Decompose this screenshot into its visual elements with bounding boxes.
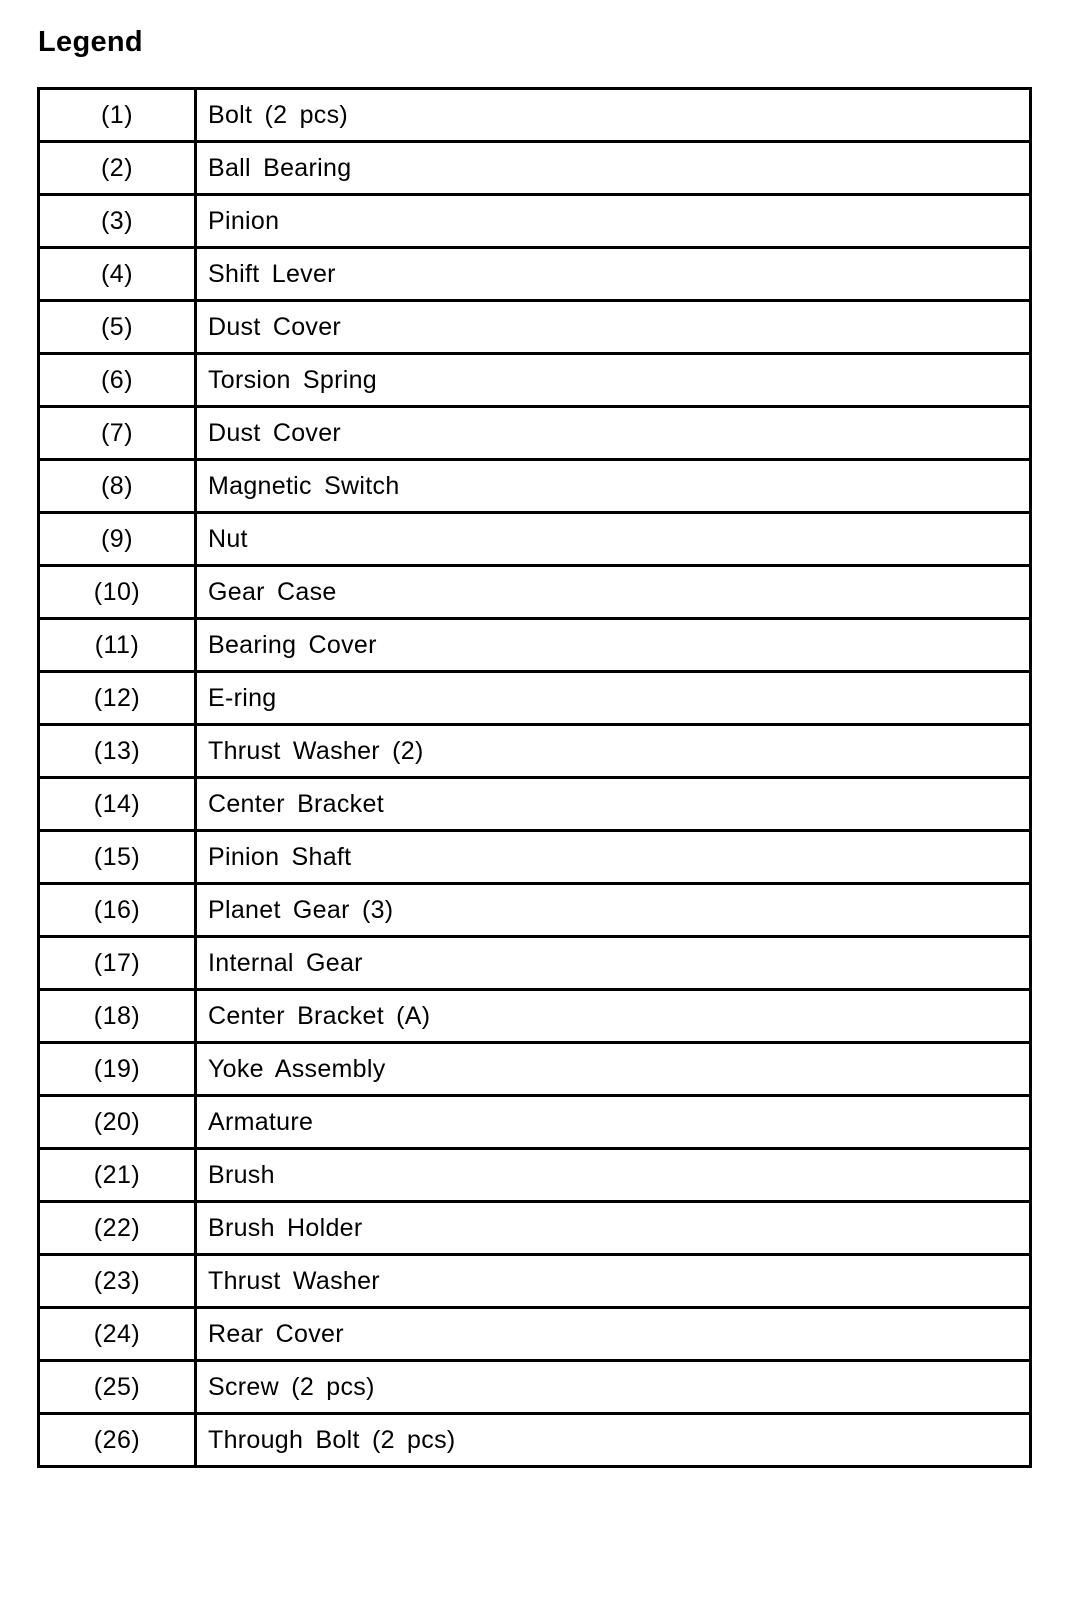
table-row	[39, 1043, 1031, 1096]
item-label: Pinion Shaft	[196, 831, 1031, 884]
table-row	[39, 407, 1031, 460]
item-label: Brush Holder	[196, 1202, 1031, 1255]
table-row	[39, 884, 1031, 937]
item-number: (25)	[39, 1361, 196, 1414]
legend-table	[37, 87, 1032, 1468]
item-number: (26)	[39, 1414, 196, 1467]
item-label: E-ring	[196, 672, 1031, 725]
table-row	[39, 1414, 1031, 1467]
item-label: Brush	[196, 1149, 1031, 1202]
item-label: Gear Case	[196, 566, 1031, 619]
table-row	[39, 831, 1031, 884]
item-label: Bolt (2 pcs)	[196, 89, 1031, 142]
item-label: Pinion	[196, 195, 1031, 248]
item-number: (19)	[39, 1043, 196, 1096]
item-label: Armature	[196, 1096, 1031, 1149]
item-label: Planet Gear (3)	[196, 884, 1031, 937]
item-number: (10)	[39, 566, 196, 619]
table-row	[39, 672, 1031, 725]
item-label: Yoke Assembly	[196, 1043, 1031, 1096]
item-label: Dust Cover	[196, 407, 1031, 460]
table-row	[39, 566, 1031, 619]
item-number: (9)	[39, 513, 196, 566]
table-row	[39, 1361, 1031, 1414]
table-row	[39, 619, 1031, 672]
table-row	[39, 1202, 1031, 1255]
table-row	[39, 1308, 1031, 1361]
item-number: (16)	[39, 884, 196, 937]
table-row	[39, 354, 1031, 407]
item-label: Rear Cover	[196, 1308, 1031, 1361]
item-label: Center Bracket	[196, 778, 1031, 831]
item-number: (20)	[39, 1096, 196, 1149]
item-number: (6)	[39, 354, 196, 407]
item-label: Dust Cover	[196, 301, 1031, 354]
table-row	[39, 142, 1031, 195]
item-label: Through Bolt (2 pcs)	[196, 1414, 1031, 1467]
item-number: (1)	[39, 89, 196, 142]
item-number: (24)	[39, 1308, 196, 1361]
item-label: Torsion Spring	[196, 354, 1031, 407]
item-label: Internal Gear	[196, 937, 1031, 990]
item-number: (22)	[39, 1202, 196, 1255]
table-row	[39, 301, 1031, 354]
table-row	[39, 195, 1031, 248]
item-label: Magnetic Switch	[196, 460, 1031, 513]
item-number: (11)	[39, 619, 196, 672]
table-row	[39, 1096, 1031, 1149]
item-number: (5)	[39, 301, 196, 354]
table-row	[39, 778, 1031, 831]
table-row	[39, 248, 1031, 301]
table-row	[39, 460, 1031, 513]
table-row	[39, 513, 1031, 566]
item-number: (21)	[39, 1149, 196, 1202]
item-label: Thrust Washer	[196, 1255, 1031, 1308]
item-label: Nut	[196, 513, 1031, 566]
item-number: (4)	[39, 248, 196, 301]
item-label: Bearing Cover	[196, 619, 1031, 672]
table-row	[39, 990, 1031, 1043]
table-row	[39, 89, 1031, 142]
item-label: Shift Lever	[196, 248, 1031, 301]
item-number: (8)	[39, 460, 196, 513]
item-number: (14)	[39, 778, 196, 831]
table-row	[39, 1255, 1031, 1308]
item-label: Thrust Washer (2)	[196, 725, 1031, 778]
legend-table-body	[39, 89, 1031, 1467]
item-number: (2)	[39, 142, 196, 195]
item-number: (13)	[39, 725, 196, 778]
item-number: (3)	[39, 195, 196, 248]
item-label: Ball Bearing	[196, 142, 1031, 195]
item-label: Screw (2 pcs)	[196, 1361, 1031, 1414]
item-number: (12)	[39, 672, 196, 725]
table-row	[39, 1149, 1031, 1202]
item-number: (18)	[39, 990, 196, 1043]
legend-title: Legend	[38, 26, 143, 58]
item-label: Center Bracket (A)	[196, 990, 1031, 1043]
table-row	[39, 937, 1031, 990]
item-number: (7)	[39, 407, 196, 460]
table-row	[39, 725, 1031, 778]
item-number: (17)	[39, 937, 196, 990]
item-number: (15)	[39, 831, 196, 884]
item-number: (23)	[39, 1255, 196, 1308]
